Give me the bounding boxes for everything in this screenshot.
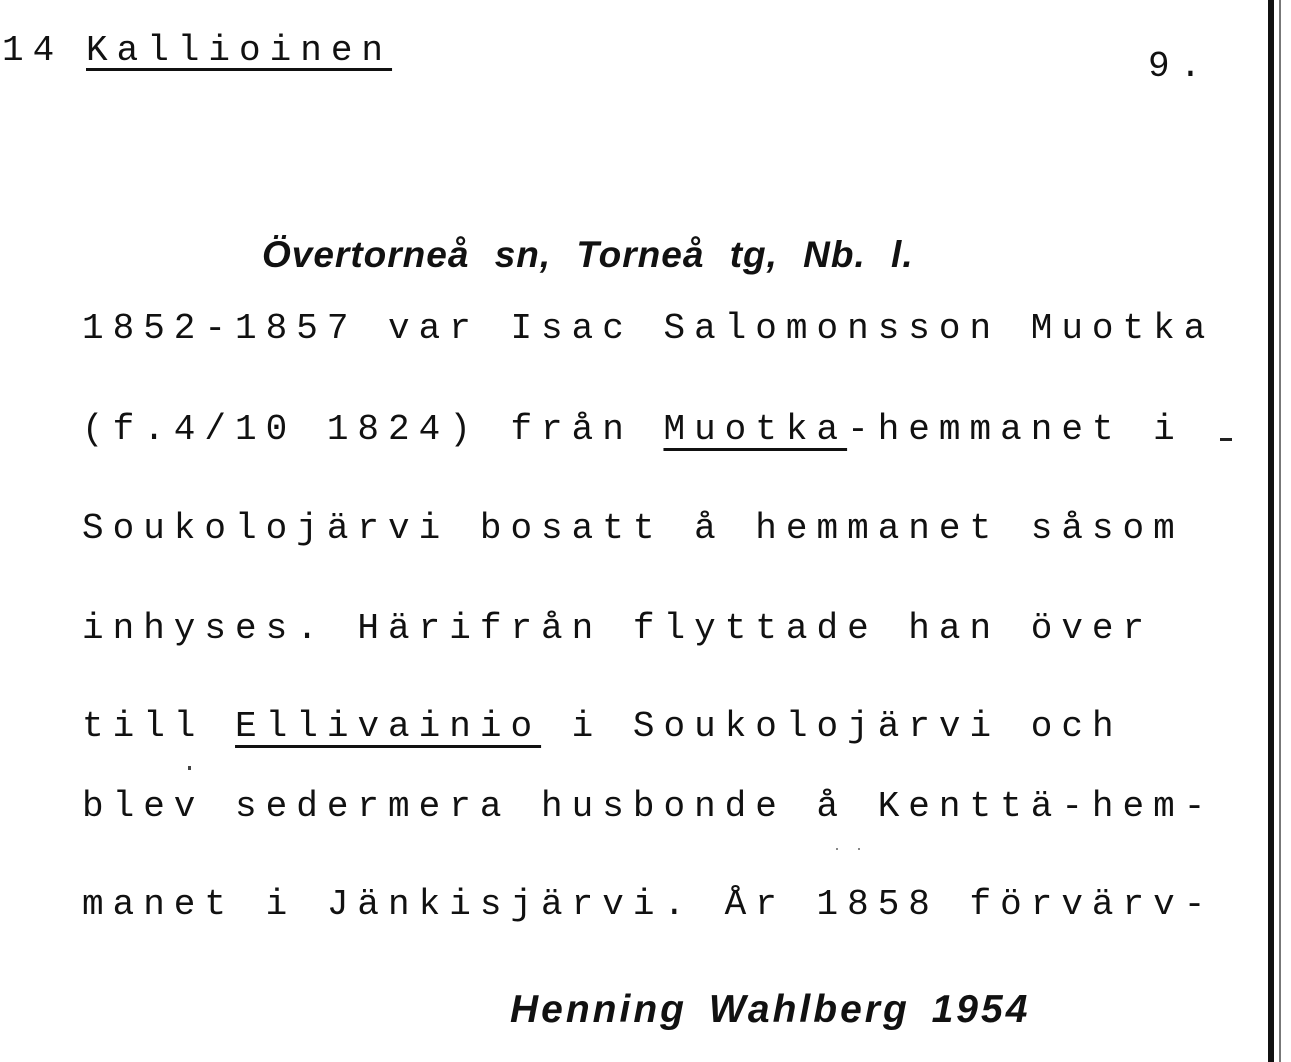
card-number: 9. xyxy=(1148,46,1212,87)
underlined-place-ellivainio: Ellivainio xyxy=(235,706,542,747)
margin-dash-mark xyxy=(1220,438,1232,441)
body-line-4: inhyses. Härifrån flyttade han över xyxy=(82,608,1154,649)
place-line: Övertorneå sn, Torneå tg, Nb. l. xyxy=(262,234,914,275)
card-edge-line xyxy=(1268,0,1274,1062)
ink-speck xyxy=(858,848,860,850)
ink-speck xyxy=(836,848,838,850)
body-line-5-pre: till xyxy=(82,706,236,747)
body-line-2-post: -hemmanet i xyxy=(847,409,1184,450)
body-line-2 xyxy=(82,409,1184,450)
body-line-5-post: i Soukolojärvi och xyxy=(541,706,1123,747)
ink-speck xyxy=(188,766,191,770)
card-edge-shadow xyxy=(1279,0,1281,1062)
body-line-2-pre: (f.4/10 1824) från xyxy=(82,409,664,450)
header-name: Kallioinen xyxy=(86,30,393,71)
body-line-6: blev sedermera husbonde å Kenttä-hem- xyxy=(82,786,1215,827)
body-line-5 xyxy=(82,706,1123,747)
header-number: 14 xyxy=(2,30,64,71)
author-signature: Henning Wahlberg 1954 xyxy=(510,988,1031,1031)
body-line-3: Soukolojärvi bosatt å hemmanet såsom xyxy=(82,508,1184,549)
body-line-1: 1852-1857 var Isac Salomonsson Muotka xyxy=(82,308,1215,349)
body-line-7: manet i Jänkisjärvi. År 1858 förvärv- xyxy=(82,884,1215,925)
underlined-place-muotka: Muotka xyxy=(663,409,848,450)
